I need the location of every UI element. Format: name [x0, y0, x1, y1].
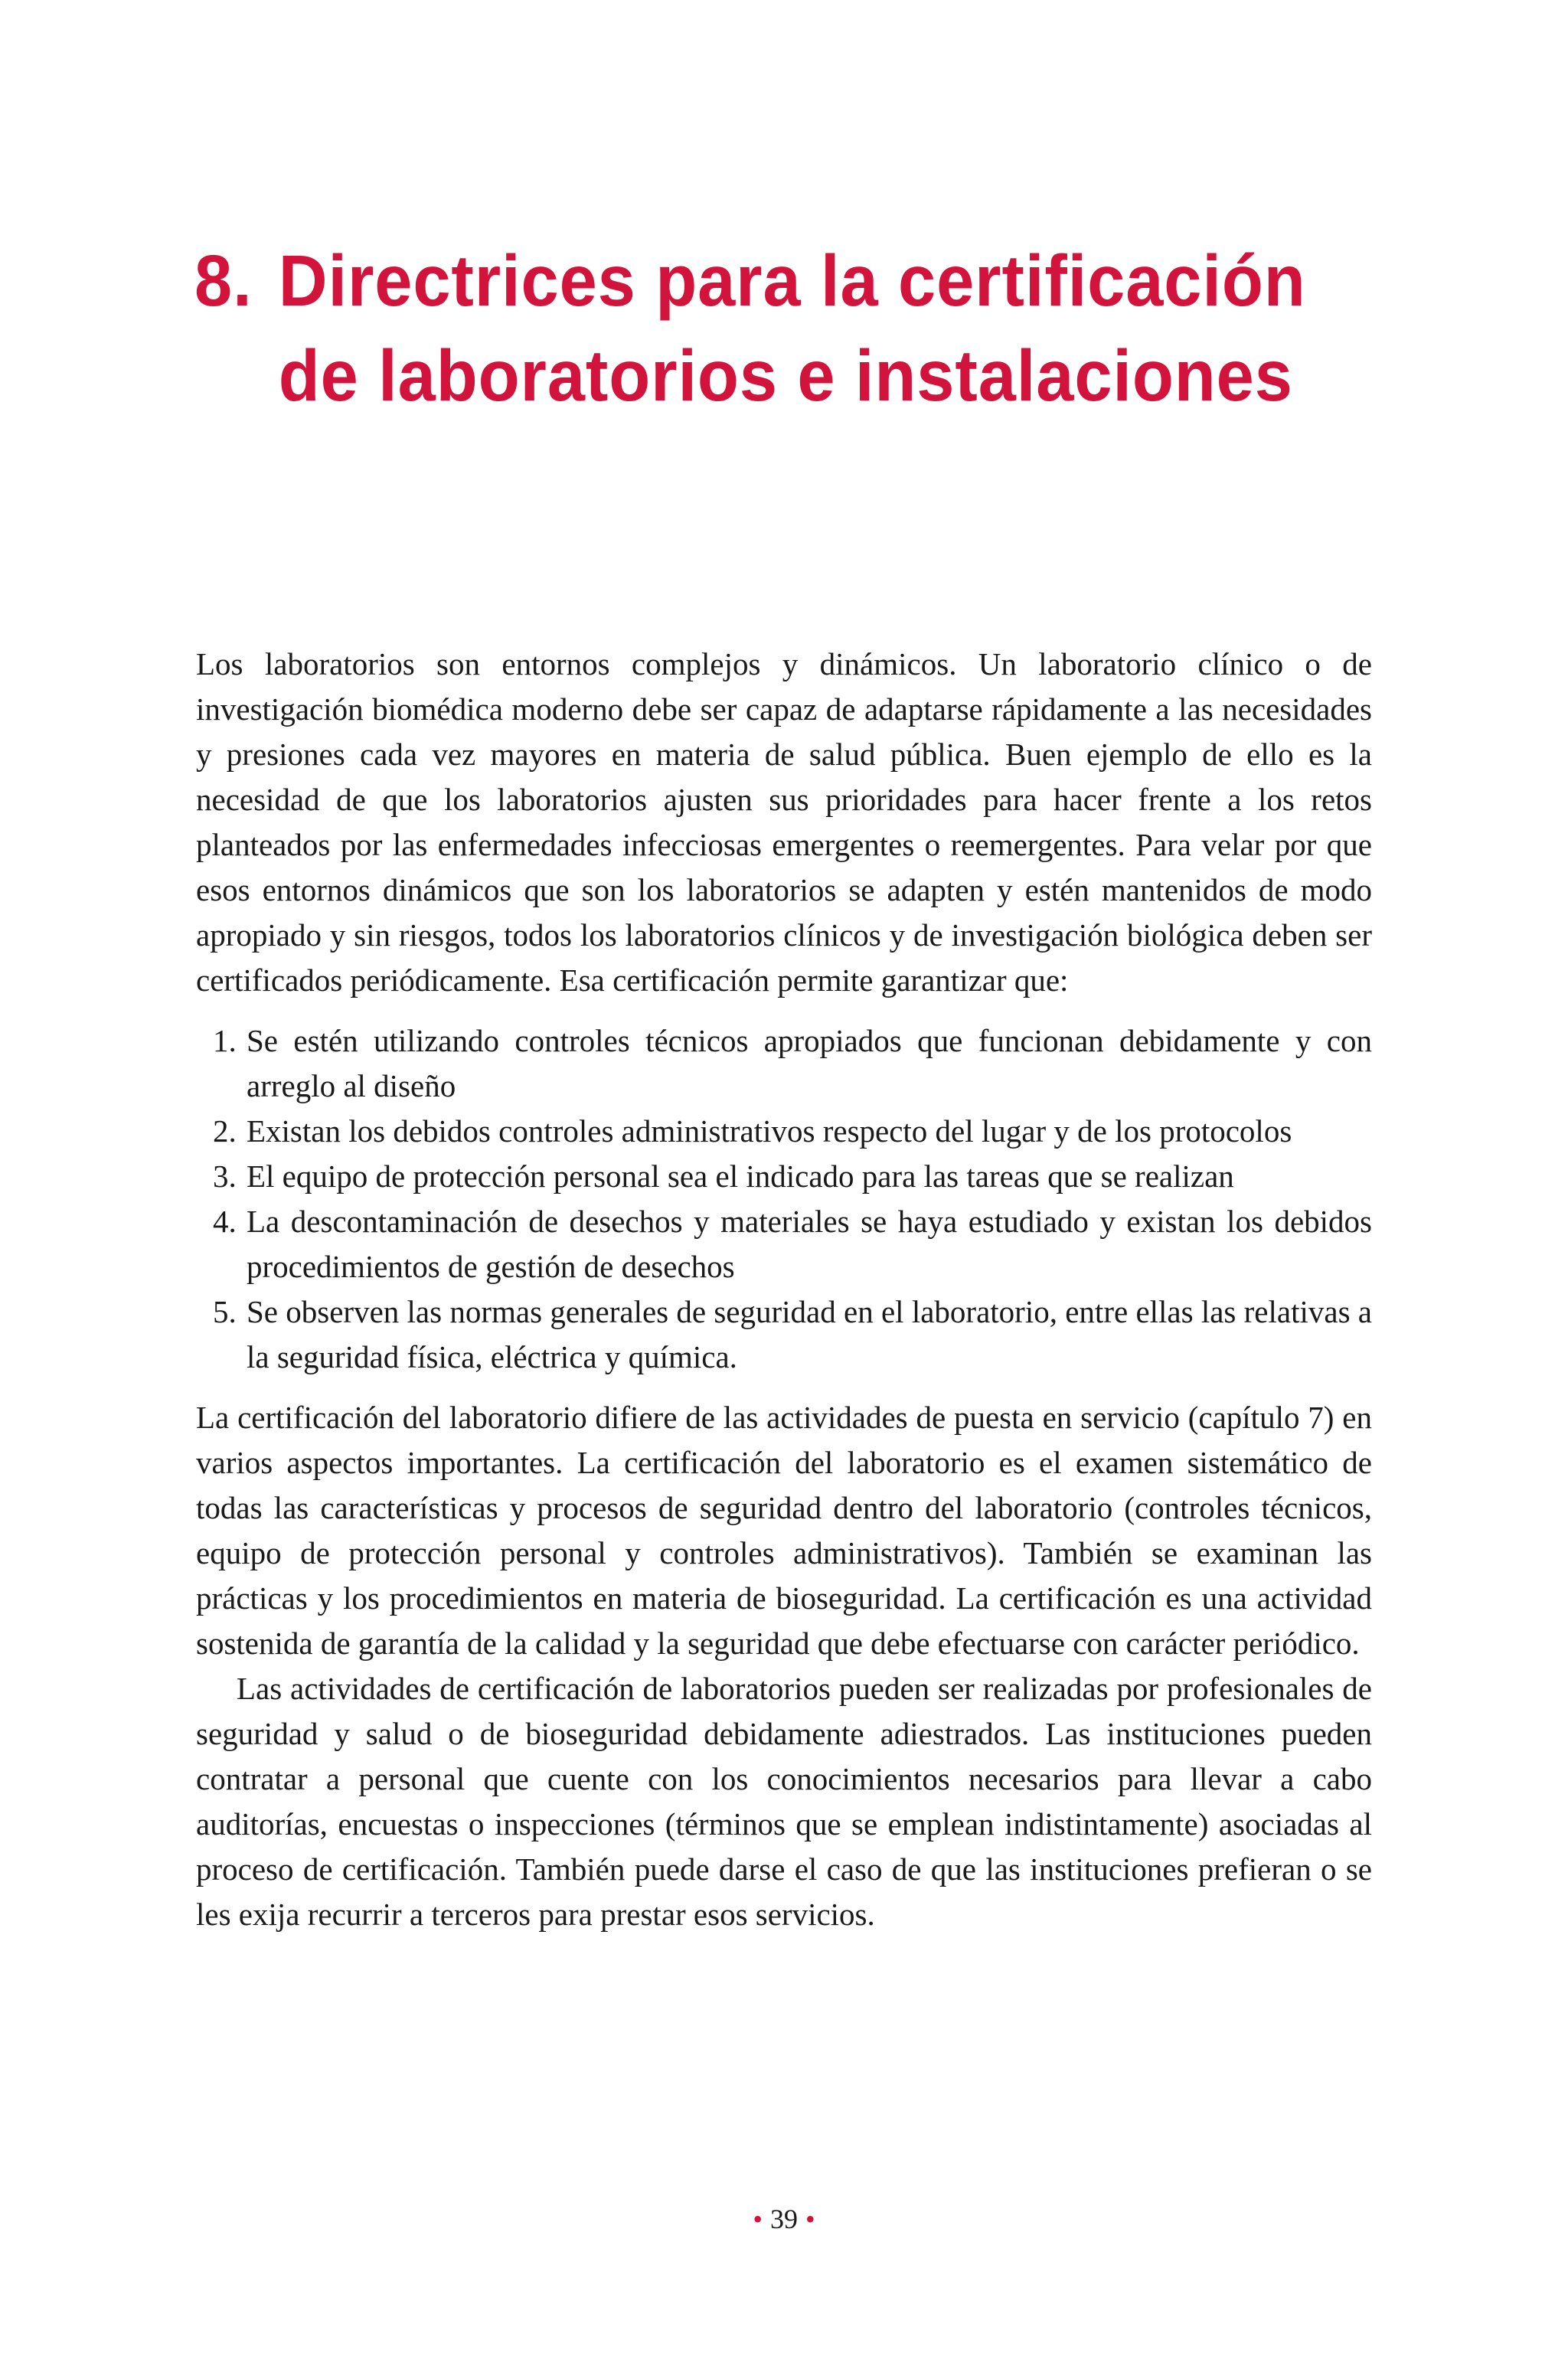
intro-paragraph: Los laboratorios son entornos complejos y dinámicos. Un laboratorio clínico o de investigación biomédica moderno debe ser capaz de adaptarse rápidamente a las necesidades y presiones cada vez mayores en materia de salud pública. Buen ejemplo de ello es la necesidad de que los laboratorios ajusten sus prioridades para hacer frente a los retos planteados por las enfermedades infecciosas emergentes o reemergentes. Para velar por que esos entornos dinámicos que son los laboratorios se adapten y estén mantenidos de modo apropiado y sin riesgos, todos los laboratorios clínicos y de investigación biológica deben ser certificados periódicamente. Esa certificación permite garantizar que:	[196, 646, 1372, 998]
list-item	[196, 1109, 1372, 1154]
list-item-text: Se estén utilizando controles técnicos apropiados que funcionan debidamente y con arreglo al diseño	[247, 1023, 1372, 1103]
certification-paragraph: La certificación del laboratorio difiere de las actividades de puesta en servicio (capítulo 7) en varios aspectos importantes. La certificación del laboratorio es el examen sistemático de todas las características y procesos de seguridad dentro del laboratorio (controles técnicos, equipo de protección personal y controles administrativos). También se examinan las prácticas y los procedimientos en materia de bioseguridad. La certificación es una actividad sostenida de garantía de la calidad y la seguridad que debe efectuarse con carácter periódico.	[196, 1400, 1372, 1661]
list-item	[196, 1018, 1372, 1109]
chapter-title-line2: de laboratorios e instalaciones	[278, 335, 1293, 417]
list-marker: 5.	[213, 1294, 237, 1329]
list-item	[196, 1154, 1372, 1199]
list-item-text: La descontaminación de desechos y materiales se haya estudiado y existan los debidos procedimientos de gestión de desechos	[247, 1204, 1372, 1284]
list-marker: 2.	[213, 1113, 237, 1149]
list-item-text: Existan los debidos controles administrativos respecto del lugar y de los protocolos	[247, 1113, 1292, 1149]
page-footer	[0, 2203, 1568, 2235]
list-marker: 4.	[213, 1204, 237, 1239]
chapter-number: 8.	[194, 240, 253, 322]
list-item	[196, 1199, 1372, 1289]
list-item-text: Se observen las normas generales de seguridad en el laboratorio, entre ellas las relativas a la seguridad física, eléctrica y química.	[247, 1294, 1372, 1374]
list-item	[196, 1289, 1372, 1380]
footer-bullet-right: •	[805, 2204, 815, 2234]
page-number: 39	[770, 2204, 798, 2234]
footer-bullet-left: •	[753, 2204, 763, 2234]
list-item-text: El equipo de protección personal sea el indicado para las tareas que se realizan	[247, 1159, 1234, 1194]
list-marker: 1.	[213, 1023, 237, 1058]
body-text	[196, 642, 1372, 1937]
activities-paragraph: Las actividades de certificación de laboratorios pueden ser realizadas por profesionales de seguridad y salud o de bioseguridad debidamente adiestrados. Las instituciones pueden contratar a personal que cuente con los conocimientos necesarios para llevar a cabo auditorías, encuestas o inspecciones (términos que se emplean indistintamente) asociadas al proceso de certificación. También puede darse el caso de que las instituciones prefieran o se les exija recurrir a terceros para prestar esos servicios.	[196, 1671, 1372, 1932]
list-marker: 3.	[213, 1159, 237, 1194]
requirements-list	[196, 1018, 1372, 1380]
chapter-title	[194, 234, 1334, 423]
chapter-title-line1: Directrices para la certificación	[278, 240, 1306, 322]
